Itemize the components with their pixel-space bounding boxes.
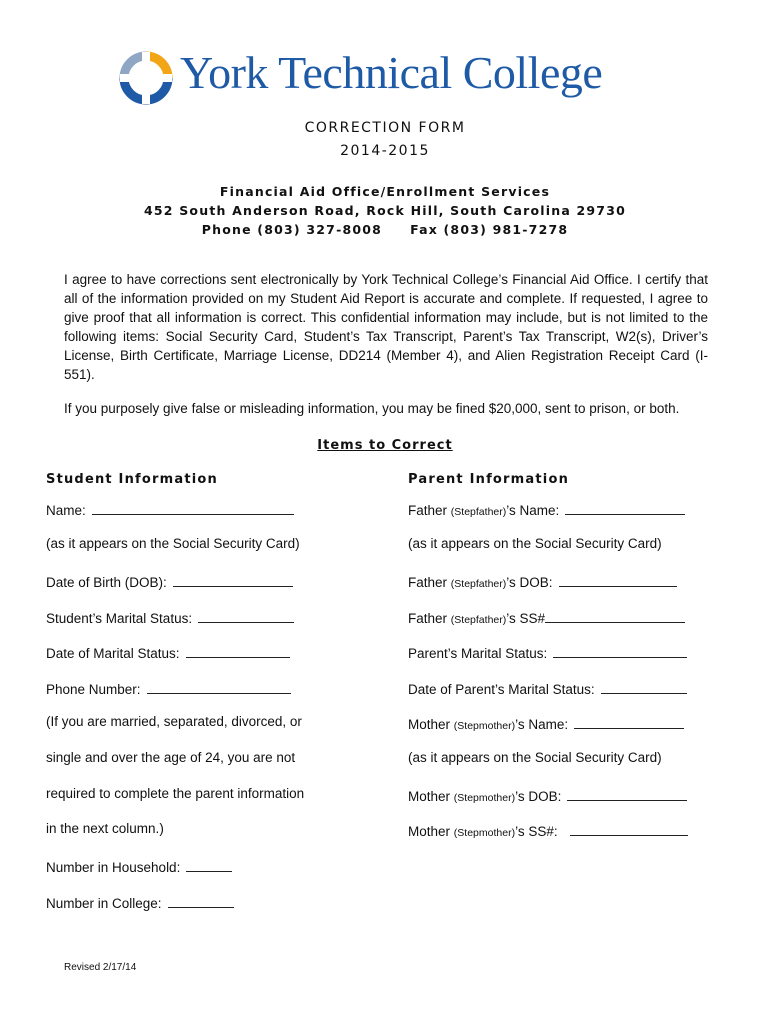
student-info-heading: Student Information [46, 472, 219, 487]
student-marital-field[interactable] [198, 608, 294, 623]
parent-marital-date-row [408, 679, 687, 697]
mother-ssn-row: Mother (Stepmother) ’s SS#: [408, 821, 688, 839]
student-note-line-3: required to complete the parent information [46, 786, 305, 801]
household-label: Number in Household: [46, 860, 181, 875]
student-dob-label: Date of Birth (DOB): [46, 575, 167, 590]
items-to-correct-title: Items to Correct [317, 438, 453, 453]
form-year: 2014-2015 [340, 143, 430, 159]
father-ssn-row: Father (Stepfather) ’s SS# [408, 608, 685, 626]
student-dob-row [46, 572, 293, 590]
student-name-field[interactable] [92, 500, 294, 515]
father-ssn-field[interactable] [545, 608, 685, 623]
office-phone: Phone (803) 327-8008 [201, 222, 383, 237]
office-contact [0, 222, 770, 237]
parent-info-heading: Parent Information [408, 472, 570, 487]
student-phone-field[interactable] [147, 679, 291, 694]
college-count-label: Number in College: [46, 896, 162, 911]
mother-name-field[interactable] [574, 714, 684, 729]
mother-dob-row: Mother (Stepmother) ’s DOB: [408, 786, 687, 804]
office-fax: Fax (803) 981-7278 [410, 222, 569, 237]
father-dob-row: Father (Stepfather) ’s DOB: [408, 572, 677, 590]
parent-marital-label: Parent’s Marital Status: [408, 646, 548, 661]
student-name-label: Name: [46, 503, 86, 518]
father-name-row: Father (Stepfather) ’s Name: [408, 500, 685, 518]
form-title: CORRECTION FORM [304, 120, 466, 136]
college-name: York Technical College [180, 47, 603, 98]
parent-marital-date-field[interactable] [601, 679, 687, 694]
parent-name-note: (as it appears on the Social Security Card) [408, 536, 662, 551]
student-name-row [46, 500, 294, 518]
household-row [46, 857, 232, 875]
college-logo-mark-icon [118, 50, 174, 106]
parent-marital-date-label: Date of Parent’s Marital Status: [408, 682, 595, 697]
student-name-note: (as it appears on the Social Security Card) [46, 536, 300, 551]
office-address: 452 South Anderson Road, Rock Hill, South Carolina 29730 [143, 203, 627, 218]
mother-name-row: Mother (Stepmother) ’s Name: [408, 714, 684, 732]
father-name-field[interactable] [565, 500, 685, 515]
warning-paragraph: If you purposely give false or misleading information, you may be fined $20,000, sent to prison, or both. [64, 401, 680, 416]
mother-ssn-field[interactable] [570, 821, 688, 836]
student-marital-row [46, 608, 294, 626]
agreement-paragraph: I agree to have corrections sent electronically by York Technical College’s Financial Aid Office. I certify that all of the information provided on my Student Aid Report is accurate and complete. If requested, I agree to give proof that all information is correct. This confidential information may include, but is not limited to the following items: Social Security Card, Student’s Tax Transcript, Parent’s Tax Transcript, W2(s), Driver’s License, Birth Certificate, Marriage License, DD214 (Member 4), and Alien Registration Receipt Card (I-551). [64, 272, 708, 382]
mother-dob-field[interactable] [567, 786, 687, 801]
father-dob-field[interactable] [559, 572, 677, 587]
college-logo [118, 47, 658, 112]
student-marital-date-field[interactable] [186, 643, 290, 658]
student-note-line-2: single and over the age of 24, you are not [46, 750, 296, 765]
mother-name-note: (as it appears on the Social Security Card) [408, 750, 662, 765]
household-field[interactable] [186, 857, 232, 872]
college-count-row [46, 893, 234, 911]
student-marital-label: Student’s Marital Status: [46, 611, 193, 626]
office-name: Financial Aid Office/Enrollment Services [219, 184, 551, 199]
student-dob-field[interactable] [173, 572, 293, 587]
college-count-field[interactable] [168, 893, 234, 908]
student-note-line-4: in the next column.) [46, 821, 164, 836]
student-marital-date-label: Date of Marital Status: [46, 646, 180, 661]
student-phone-row [46, 679, 291, 697]
parent-marital-field[interactable] [553, 643, 687, 658]
parent-marital-row [408, 643, 687, 661]
revised-date: Revised 2/17/14 [64, 962, 137, 973]
student-marital-date-row [46, 643, 290, 661]
student-phone-label: Phone Number: [46, 682, 141, 697]
student-note-line-1: (If you are married, separated, divorced, or [46, 714, 302, 729]
